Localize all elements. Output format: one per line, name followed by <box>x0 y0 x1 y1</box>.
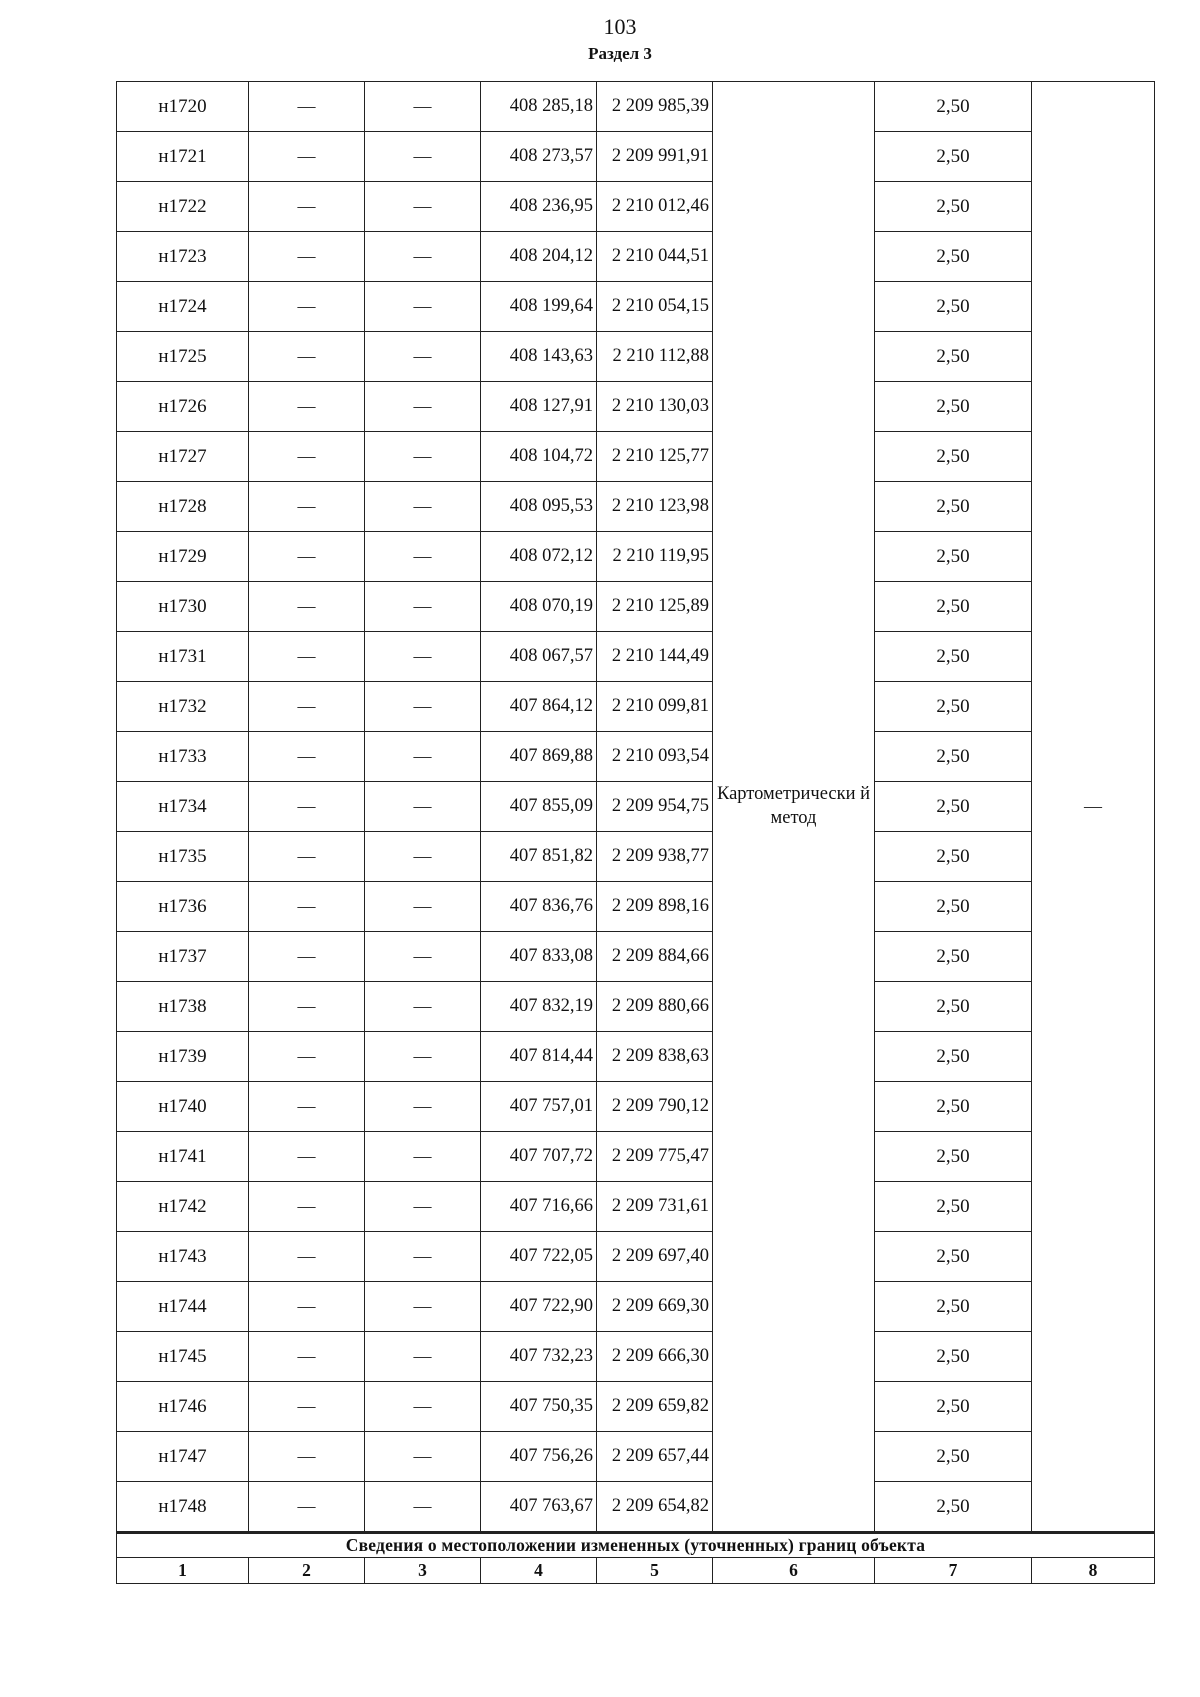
coordinate-x: 408 236,95 <box>481 182 597 232</box>
accuracy-value: 2,50 <box>875 1232 1032 1282</box>
coordinate-x: 407 814,44 <box>481 1032 597 1082</box>
coordinate-x: 407 855,09 <box>481 782 597 832</box>
page-number: 103 <box>603 14 637 39</box>
table-row <box>117 432 1155 482</box>
coordinate-y: 2 209 991,91 <box>597 132 713 182</box>
empty-dash-cell: — <box>249 1082 365 1132</box>
empty-dash-cell: — <box>249 382 365 432</box>
empty-dash-cell: — <box>365 132 481 182</box>
table-row <box>117 532 1155 582</box>
table-row <box>117 282 1155 332</box>
accuracy-value: 2,50 <box>875 532 1032 582</box>
coordinate-y: 2 209 880,66 <box>597 982 713 1032</box>
empty-dash-cell: — <box>249 732 365 782</box>
empty-dash-cell: — <box>249 1132 365 1182</box>
coordinate-y: 2 209 669,30 <box>597 1282 713 1332</box>
empty-dash-cell: — <box>249 1382 365 1432</box>
empty-dash-cell: — <box>249 332 365 382</box>
empty-dash-cell: — <box>249 82 365 132</box>
accuracy-value: 2,50 <box>875 932 1032 982</box>
table-row <box>117 1482 1155 1533</box>
coordinate-y: 2 210 012,46 <box>597 182 713 232</box>
table-row <box>117 582 1155 632</box>
coordinate-y: 2 209 898,16 <box>597 882 713 932</box>
empty-dash-cell: — <box>365 532 481 582</box>
table-row <box>117 1082 1155 1132</box>
empty-dash-cell: — <box>365 1282 481 1332</box>
empty-dash-cell: — <box>365 82 481 132</box>
coordinate-y: 2 209 884,66 <box>597 932 713 982</box>
coordinate-x: 407 833,08 <box>481 932 597 982</box>
accuracy-value: 2,50 <box>875 1282 1032 1332</box>
point-id: н1732 <box>117 682 249 732</box>
coordinate-y: 2 209 985,39 <box>597 82 713 132</box>
point-id: н1747 <box>117 1432 249 1482</box>
point-id: н1739 <box>117 1032 249 1082</box>
coordinate-y: 2 210 044,51 <box>597 232 713 282</box>
empty-dash-cell: — <box>249 632 365 682</box>
coordinate-y: 2 210 144,49 <box>597 632 713 682</box>
table-row <box>117 132 1155 182</box>
empty-dash-cell: — <box>249 232 365 282</box>
point-id: н1726 <box>117 382 249 432</box>
empty-dash-cell: — <box>249 1182 365 1232</box>
point-id: н1737 <box>117 932 249 982</box>
empty-dash-cell: — <box>249 682 365 732</box>
point-id: н1745 <box>117 1332 249 1382</box>
accuracy-value: 2,50 <box>875 1432 1032 1482</box>
coordinate-y: 2 210 093,54 <box>597 732 713 782</box>
accuracy-value: 2,50 <box>875 1382 1032 1432</box>
coordinate-y: 2 209 657,44 <box>597 1432 713 1482</box>
empty-dash-cell: — <box>249 882 365 932</box>
table-row <box>117 1182 1155 1232</box>
table-row <box>117 332 1155 382</box>
coordinate-y: 2 209 666,30 <box>597 1332 713 1382</box>
table-row <box>117 182 1155 232</box>
accuracy-value: 2,50 <box>875 1032 1032 1082</box>
coordinate-x: 408 273,57 <box>481 132 597 182</box>
point-id: н1722 <box>117 182 249 232</box>
coordinate-y: 2 209 790,12 <box>597 1082 713 1132</box>
empty-dash-cell: — <box>365 682 481 732</box>
empty-dash-cell: — <box>365 832 481 882</box>
empty-dash-cell: — <box>365 1082 481 1132</box>
coordinate-x: 407 756,26 <box>481 1432 597 1482</box>
empty-dash-cell: — <box>365 432 481 482</box>
coordinate-x: 407 864,12 <box>481 682 597 732</box>
accuracy-value: 2,50 <box>875 482 1032 532</box>
point-id: н1743 <box>117 1232 249 1282</box>
table-row <box>117 1032 1155 1082</box>
coordinate-y: 2 209 938,77 <box>597 832 713 882</box>
accuracy-value: 2,50 <box>875 132 1032 182</box>
coordinate-x: 408 072,12 <box>481 532 597 582</box>
accuracy-value: 2,50 <box>875 1332 1032 1382</box>
empty-dash-cell: — <box>365 1332 481 1382</box>
point-id: н1744 <box>117 1282 249 1332</box>
accuracy-value: 2,50 <box>875 982 1032 1032</box>
point-id: н1742 <box>117 1182 249 1232</box>
table-row <box>117 82 1155 132</box>
coordinate-y: 2 210 099,81 <box>597 682 713 732</box>
accuracy-value: 2,50 <box>875 82 1032 132</box>
coordinates-table <box>116 81 1155 1584</box>
accuracy-value: 2,50 <box>875 632 1032 682</box>
coordinate-x: 407 836,76 <box>481 882 597 932</box>
table-row <box>117 232 1155 282</box>
empty-dash-cell: — <box>365 582 481 632</box>
coordinate-x: 408 143,63 <box>481 332 597 382</box>
method-cell: Картометрически й метод <box>713 82 875 1533</box>
table-row <box>117 1132 1155 1182</box>
coordinate-y: 2 210 119,95 <box>597 532 713 582</box>
empty-dash-cell: — <box>249 1232 365 1282</box>
point-id: н1736 <box>117 882 249 932</box>
empty-dash-cell: — <box>365 1432 481 1482</box>
point-id: н1746 <box>117 1382 249 1432</box>
coordinate-x: 407 832,19 <box>481 982 597 1032</box>
coordinate-x: 407 722,05 <box>481 1232 597 1282</box>
accuracy-value: 2,50 <box>875 232 1032 282</box>
coordinate-y: 2 209 954,75 <box>597 782 713 832</box>
column-number: 7 <box>875 1558 1032 1584</box>
coordinate-y: 2 209 697,40 <box>597 1232 713 1282</box>
coordinate-y: 2 210 125,89 <box>597 582 713 632</box>
table-row <box>117 482 1155 532</box>
point-id: н1723 <box>117 232 249 282</box>
empty-dash-cell: — <box>249 782 365 832</box>
coordinate-y: 2 210 054,15 <box>597 282 713 332</box>
coordinate-y: 2 210 123,98 <box>597 482 713 532</box>
accuracy-value: 2,50 <box>875 1082 1032 1132</box>
empty-dash-cell: — <box>365 382 481 432</box>
point-id: н1730 <box>117 582 249 632</box>
accuracy-value: 2,50 <box>875 432 1032 482</box>
empty-dash-cell: — <box>249 282 365 332</box>
table-row <box>117 882 1155 932</box>
empty-dash-cell: — <box>249 1332 365 1382</box>
table-row <box>117 1332 1155 1382</box>
empty-dash-cell: — <box>249 532 365 582</box>
empty-dash-cell: — <box>365 232 481 282</box>
accuracy-value: 2,50 <box>875 582 1032 632</box>
accuracy-value: 2,50 <box>875 182 1032 232</box>
table-row <box>117 1232 1155 1282</box>
coordinate-x: 407 763,67 <box>481 1482 597 1533</box>
empty-dash-cell: — <box>365 982 481 1032</box>
point-id: н1728 <box>117 482 249 532</box>
empty-dash-cell: — <box>249 1482 365 1533</box>
coordinate-x: 408 067,57 <box>481 632 597 682</box>
accuracy-value: 2,50 <box>875 332 1032 382</box>
coordinate-x: 407 716,66 <box>481 1182 597 1232</box>
column-number: 6 <box>713 1558 875 1584</box>
accuracy-value: 2,50 <box>875 882 1032 932</box>
table-row <box>117 1282 1155 1332</box>
table-row <box>117 982 1155 1032</box>
empty-dash-cell: — <box>365 732 481 782</box>
column-number: 1 <box>117 1558 249 1584</box>
coordinate-y: 2 209 731,61 <box>597 1182 713 1232</box>
empty-dash-cell: — <box>249 432 365 482</box>
point-id: н1731 <box>117 632 249 682</box>
point-id: н1733 <box>117 732 249 782</box>
point-id: н1724 <box>117 282 249 332</box>
column-number: 3 <box>365 1558 481 1584</box>
table-row <box>117 632 1155 682</box>
coordinate-x: 408 199,64 <box>481 282 597 332</box>
empty-dash-cell: — <box>365 1182 481 1232</box>
section-title: Раздел 3 <box>588 44 652 63</box>
coordinate-x: 407 732,23 <box>481 1332 597 1382</box>
empty-dash-cell: — <box>365 1132 481 1182</box>
coordinate-y: 2 210 130,03 <box>597 382 713 432</box>
empty-dash-cell: — <box>249 1282 365 1332</box>
coordinate-y: 2 210 112,88 <box>597 332 713 382</box>
coordinate-y: 2 209 654,82 <box>597 1482 713 1533</box>
coordinate-x: 407 869,88 <box>481 732 597 782</box>
coordinate-x: 408 095,53 <box>481 482 597 532</box>
table-body <box>117 82 1155 1533</box>
empty-dash-cell: — <box>249 932 365 982</box>
table-row <box>117 832 1155 882</box>
accuracy-value: 2,50 <box>875 682 1032 732</box>
coordinate-y: 2 210 125,77 <box>597 432 713 482</box>
empty-dash-cell: — <box>249 132 365 182</box>
empty-dash-cell: — <box>365 932 481 982</box>
empty-dash-cell: — <box>249 482 365 532</box>
coordinate-y: 2 209 838,63 <box>597 1032 713 1082</box>
point-id: н1735 <box>117 832 249 882</box>
column-number: 8 <box>1032 1558 1155 1584</box>
empty-dash-cell: — <box>365 1382 481 1432</box>
point-id: н1720 <box>117 82 249 132</box>
table-row <box>117 382 1155 432</box>
accuracy-value: 2,50 <box>875 1132 1032 1182</box>
coordinate-y: 2 209 659,82 <box>597 1382 713 1432</box>
table-caption: Сведения о местоположении измененных (уточненных) границ объекта <box>117 1533 1155 1558</box>
accuracy-value: 2,50 <box>875 382 1032 432</box>
empty-dash-cell: — <box>365 332 481 382</box>
empty-dash-cell: — <box>249 1432 365 1482</box>
empty-dash-cell: — <box>365 182 481 232</box>
empty-dash-cell: — <box>365 1482 481 1533</box>
column-number-row <box>117 1558 1155 1584</box>
coordinate-x: 408 127,91 <box>481 382 597 432</box>
column-number: 5 <box>597 1558 713 1584</box>
point-id: н1740 <box>117 1082 249 1132</box>
accuracy-value: 2,50 <box>875 282 1032 332</box>
empty-dash-cell: — <box>365 282 481 332</box>
empty-dash-cell: — <box>249 582 365 632</box>
coordinate-x: 407 750,35 <box>481 1382 597 1432</box>
empty-dash-cell: — <box>365 1032 481 1082</box>
empty-dash-cell: — <box>365 482 481 532</box>
empty-dash-cell: — <box>365 782 481 832</box>
coordinate-x: 408 070,19 <box>481 582 597 632</box>
table-row <box>117 732 1155 782</box>
accuracy-value: 2,50 <box>875 1182 1032 1232</box>
table-row <box>117 932 1155 982</box>
empty-dash-cell: — <box>365 882 481 932</box>
coordinate-x: 407 757,01 <box>481 1082 597 1132</box>
point-id: н1727 <box>117 432 249 482</box>
point-id: н1729 <box>117 532 249 582</box>
point-id: н1738 <box>117 982 249 1032</box>
caption-row <box>117 1533 1155 1558</box>
column-number: 4 <box>481 1558 597 1584</box>
table-row <box>117 1432 1155 1482</box>
empty-dash-cell: — <box>365 1232 481 1282</box>
table-row <box>117 782 1155 832</box>
last-column-dash: — <box>1032 82 1155 1533</box>
accuracy-value: 2,50 <box>875 1482 1032 1533</box>
empty-dash-cell: — <box>249 1032 365 1082</box>
table-row <box>117 682 1155 732</box>
coordinate-y: 2 209 775,47 <box>597 1132 713 1182</box>
coordinate-x: 408 204,12 <box>481 232 597 282</box>
point-id: н1725 <box>117 332 249 382</box>
coordinate-x: 408 104,72 <box>481 432 597 482</box>
point-id: н1721 <box>117 132 249 182</box>
empty-dash-cell: — <box>365 632 481 682</box>
point-id: н1734 <box>117 782 249 832</box>
coordinate-x: 407 851,82 <box>481 832 597 882</box>
coordinate-x: 408 285,18 <box>481 82 597 132</box>
empty-dash-cell: — <box>249 982 365 1032</box>
point-id: н1741 <box>117 1132 249 1182</box>
coordinate-x: 407 722,90 <box>481 1282 597 1332</box>
accuracy-value: 2,50 <box>875 832 1032 882</box>
coordinate-x: 407 707,72 <box>481 1132 597 1182</box>
empty-dash-cell: — <box>249 832 365 882</box>
table-row <box>117 1382 1155 1432</box>
column-number: 2 <box>249 1558 365 1584</box>
point-id: н1748 <box>117 1482 249 1533</box>
accuracy-value: 2,50 <box>875 732 1032 782</box>
empty-dash-cell: — <box>249 182 365 232</box>
accuracy-value: 2,50 <box>875 782 1032 832</box>
